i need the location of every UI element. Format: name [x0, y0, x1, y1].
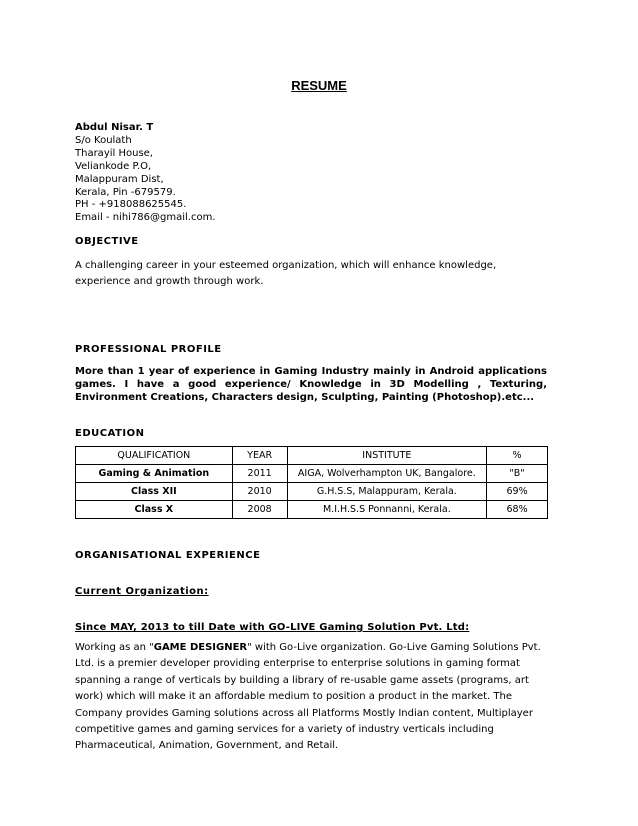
email-line: Email - nihi786@gmail.com. — [75, 212, 216, 224]
address-block — [75, 122, 216, 225]
current-organization-label: Current Organization: — [75, 586, 209, 597]
phone-line: PH - +918088625545. — [75, 199, 187, 211]
address-line: Tharayil House, — [75, 147, 153, 159]
institute-cell: AIGA, Wolverhampton UK, Bangalore. — [287, 465, 487, 483]
address-line: Malappuram Dist, — [75, 173, 164, 185]
header-institute: INSTITUTE — [287, 447, 487, 465]
job-role: GAME DESIGNER — [153, 642, 248, 653]
objective-heading: OBJECTIVE — [75, 236, 139, 247]
desc-prefix: Working as an " — [75, 642, 154, 653]
experience-heading: ORGANISATIONAL EXPERIENCE — [75, 550, 261, 561]
applicant-name: Abdul Nisar. T — [75, 122, 154, 133]
year-cell: 2008 — [232, 501, 287, 519]
year-cell: 2010 — [232, 483, 287, 501]
header-percent: % — [487, 447, 548, 465]
percent-cell: "B" — [487, 465, 548, 483]
address-line: S/o Koulath — [75, 134, 132, 146]
job-description — [75, 640, 555, 755]
qualification-cell: Gaming & Animation — [76, 465, 233, 483]
percent-cell: 68% — [487, 501, 548, 519]
qualification-cell: Class XII — [76, 483, 233, 501]
employment-period: Since MAY, 2013 to till Date with GO-LIVE Gaming Solution Pvt. Ltd: — [75, 622, 470, 633]
qualification-cell: Class X — [76, 501, 233, 519]
profile-heading: PROFESSIONAL PROFILE — [75, 344, 222, 355]
profile-text: More than 1 year of experience in Gaming Industry mainly in Android applications games. I have a good experience/ Knowledge in 3D Modelling , Texturing, Environment Creations, Characters design, Sculpting, Painting (Photoshop).etc... — [75, 366, 547, 403]
address-line: Kerala, Pin -679579. — [75, 186, 176, 198]
year-cell: 2011 — [232, 465, 287, 483]
header-qualification: QUALIFICATION — [76, 447, 233, 465]
education-heading: EDUCATION — [75, 428, 145, 439]
percent-cell: 69% — [487, 483, 548, 501]
table-row — [76, 501, 548, 519]
desc-suffix: " with Go-Live organization. Go-Live Gaming Solutions Pvt. Ltd. is a premier developer providing enterprise to enterprise solutions in gaming format spanning a range of verticals by building a library of re-usable game assets (programs, art work) which will make it an affordable medium to position a product in the market. The Company provides Gaming solutions across all Platforms Mostly Indian content, Multiplayer competitive games and gaming services for a variety of industry verticals including Pharmaceutical, Animation, Government, and Retail. — [75, 642, 541, 752]
resume-title: RESUME — [291, 78, 347, 93]
institute-cell: G.H.S.S, Malappuram, Kerala. — [287, 483, 487, 501]
address-line: Veliankode P.O, — [75, 160, 152, 172]
objective-text: A challenging career in your esteemed organization, which will enhance knowledge, experience and growth through work. — [75, 260, 497, 287]
table-row — [76, 465, 548, 483]
institute-cell: M.I.H.S.S Ponnanni, Kerala. — [287, 501, 487, 519]
header-year: YEAR — [232, 447, 287, 465]
education-table — [75, 446, 548, 519]
table-header-row — [76, 447, 548, 465]
table-row — [76, 483, 548, 501]
